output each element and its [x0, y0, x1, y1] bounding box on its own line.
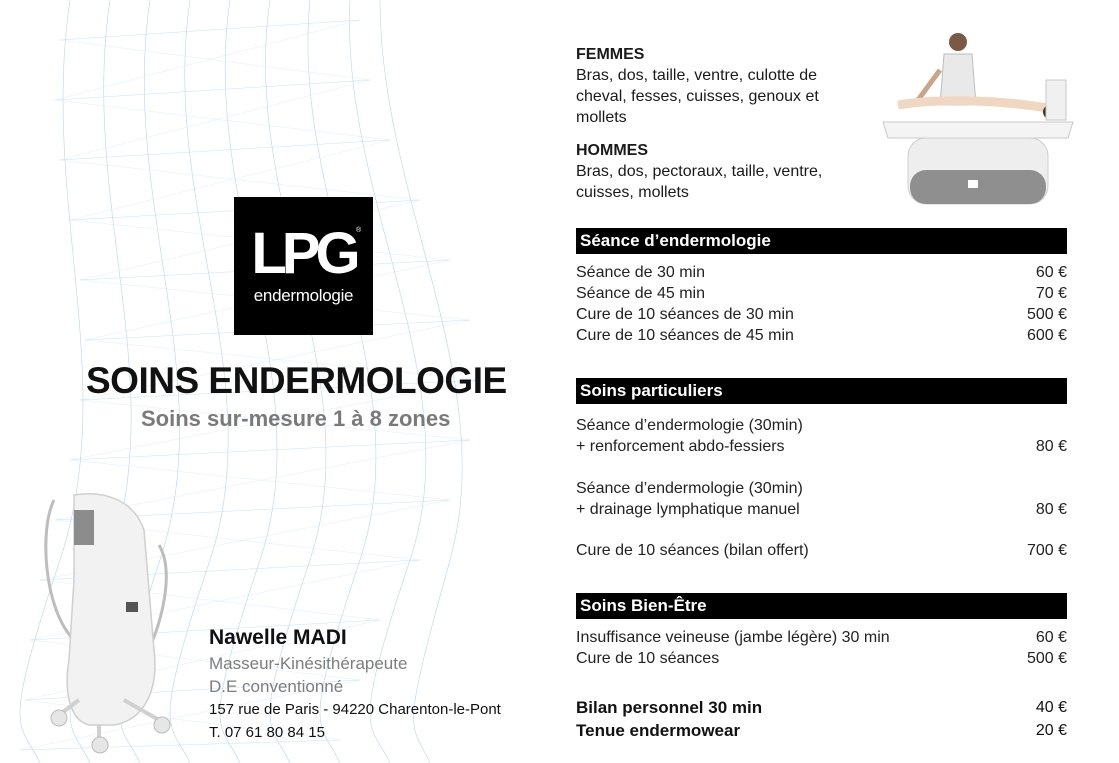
treatment-table-image — [878, 30, 1078, 210]
price-row: + drainage lymphatique manuel 80 € — [576, 501, 1067, 518]
endermology-machine-image — [34, 490, 184, 755]
practitioner-address: 157 rue de Paris - 94220 Charenton-le-Pont — [209, 701, 501, 718]
section-header-particuliers: Soins particuliers — [576, 378, 1067, 404]
logo-subtitle: endermologie — [253, 286, 354, 305]
price-row: Cure de 10 séances de 30 min 500 € — [576, 306, 1067, 323]
section-header-bienetre: Soins Bien-Être — [576, 593, 1067, 619]
logo-mark: LPG — [251, 221, 356, 286]
price-row-line1: Séance d’endermologie (30min) — [576, 480, 803, 497]
practitioner-phone: T. 07 61 80 84 15 — [209, 724, 325, 741]
page-subtitle: Soins sur-mesure 1 à 8 zones — [141, 406, 451, 431]
contact-block — [209, 624, 501, 744]
practitioner-status: D.E conventionné — [209, 677, 344, 696]
men-heading: HOMMES — [576, 142, 648, 159]
women-heading: FEMMES — [576, 46, 645, 63]
practitioner-profession: Masseur-Kinésithérapeute — [209, 654, 408, 673]
price-row: Cure de 10 séances 500 € — [576, 650, 1067, 667]
price-row: Insuffisance veineuse (jambe légère) 30 min 60 € — [576, 629, 1067, 646]
page-title: SOINS ENDERMOLOGIE — [86, 360, 507, 401]
practitioner-name: Nawelle MADI — [209, 626, 347, 649]
price-row: Cure de 10 séances de 45 min 600 € — [576, 327, 1067, 344]
section-header-seance: Séance d’endermologie — [576, 228, 1067, 254]
price-row-bilan: Bilan personnel 30 min 40 € — [576, 698, 1067, 717]
price-row: Cure de 10 séances (bilan offert) 700 € — [576, 542, 1067, 559]
price-row-line1: Séance d’endermologie (30min) — [576, 417, 803, 434]
logo-registered: ® — [356, 227, 362, 234]
women-zones: Bras, dos, taille, ventre, culotte de cheval, fesses, cuisses, genoux et mollets — [576, 67, 819, 126]
price-row: + renforcement abdo-fessiers 80 € — [576, 438, 1067, 455]
treatment-zones — [576, 44, 866, 203]
lpg-logo — [234, 197, 373, 335]
price-row-tenue: Tenue endermowear 20 € — [576, 721, 1067, 740]
men-zones: Bras, dos, pectoraux, taille, ventre, cuisses, mollets — [576, 163, 823, 201]
price-row: Séance de 30 min 60 € — [576, 264, 1067, 281]
price-row: Séance de 45 min 70 € — [576, 285, 1067, 302]
